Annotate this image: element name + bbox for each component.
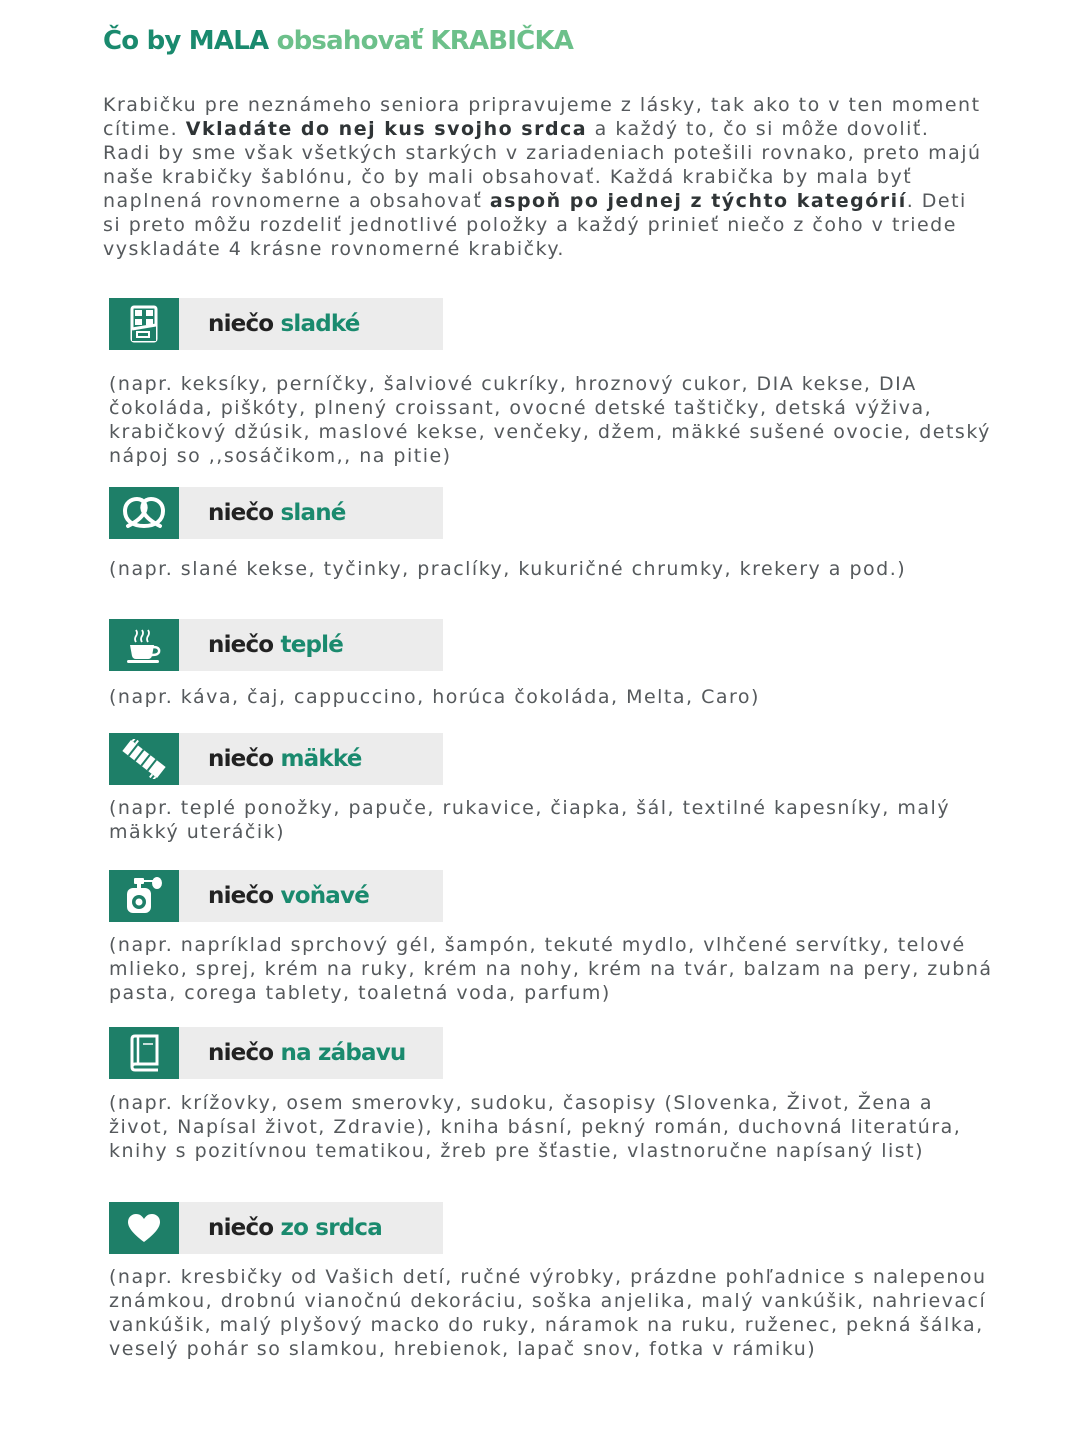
title-part-1: Čo by MALA [103, 26, 269, 56]
category-header-heart [109, 1202, 443, 1254]
category-header-soft [109, 733, 443, 785]
category-header-sweet [109, 298, 443, 350]
category-label-soft: niečo mäkké [208, 746, 362, 772]
category-desc-soft: (napr. teplé ponožky, papuče, rukavice, čiapka, šál, textilné kapesníky, malý mäkký uteráčik) [109, 797, 951, 843]
category-label-fragrant: niečo voňavé [208, 883, 369, 909]
intro-bold-2: aspoň po jednej z týchto kategórií [489, 190, 907, 212]
heart-icon [109, 1202, 179, 1254]
title-part-2: obsahovať KRABIČKA [276, 26, 574, 56]
intro-text-3: . Deti si preto môžu rozdeliť jednotlivé položky a každý prinieť niečo z čoho v triede vyskladáte 4 krásne rovnomerné krabičky. [103, 190, 967, 260]
category-desc-salty: (napr. slané kekse, tyčinky, praclíky, kukuričné chrumky, krekery a pod.) [109, 558, 907, 580]
intro-text-1: Krabičku pre neznámeho seniora pripravujeme z lásky, tak ako to v ten moment cítime. [103, 94, 981, 140]
chocolate-icon [109, 298, 179, 350]
category-desc-warm: (napr. káva, čaj, cappuccino, horúca čokoláda, Melta, Caro) [109, 686, 760, 708]
category-desc-heart: (napr. kresbičky od Vašich detí, ručné výrobky, prázdne pohľadnice s nalepenou známkou, drobnú vianočnú dekoráciu, soška anjelika, malý vankúšik, nahrievací vankúšik, malý plyšový macko do ruky, náramok na ruku, ruženec, pekná šálka, veselý pohár so slamkou, hrebienok, lapač snov, fotka v rámiku) [109, 1266, 987, 1360]
scarf-icon [109, 733, 179, 785]
book-icon [109, 1027, 179, 1079]
perfume-icon [109, 870, 179, 922]
intro-bold-1: Vkladáte do nej kus svojho srdca [185, 118, 588, 140]
category-label-salty: niečo slané [208, 500, 346, 526]
category-desc-fun: (napr. krížovky, osem smerovky, sudoku, časopisy (Slovenka, Život, Žena a život, Napísal život, Zdravie), kniha básní, pekný román, duchovná literatúra, knihy s pozitívnou tematikou, žreb pre šťastie, vlastnoručne napísaný list) [109, 1092, 962, 1162]
category-header-salty [109, 487, 443, 539]
category-label-heart: niečo zo srdca [208, 1215, 382, 1241]
pretzel-icon [109, 487, 179, 539]
category-desc-fragrant: (napr. napríklad sprchový gél, šampón, tekuté mydlo, vlhčené servítky, telové mlieko, sprej, krém na ruky, krém na nohy, krém na tvár, balzam na pery, zubná pasta, corega tablety, toaletná voda, parfum) [109, 934, 993, 1004]
hot-cup-icon [109, 619, 179, 671]
intro-paragraph [103, 93, 983, 261]
category-label-fun: niečo na zábavu [208, 1040, 406, 1066]
page-title [103, 26, 573, 56]
category-header-fragrant [109, 870, 443, 922]
category-header-fun [109, 1027, 443, 1079]
category-label-warm: niečo teplé [208, 632, 344, 658]
category-label-sweet: niečo sladké [208, 311, 360, 337]
intro-text-2: a každý to, čo si môže dovoliť. Radi by sme však všetkých starkých v zariadeniach potešili rovnako, preto majú naše krabičky šablónu, čo by mali obsahovať. Každá krabička by mala byť naplnená rovnomerne a obsahovať [103, 118, 982, 212]
category-header-warm [109, 619, 443, 671]
category-desc-sweet: (napr. keksíky, perníčky, šalviové cukríky, hroznový cukor, DIA kekse, DIA čokoláda, piškóty, plnený croissant, ovocné detské taštičky, detská výživa, krabičkový džúsik, maslové kekse, venčeky, džem, mäkké sušené ovocie, detský nápoj so ,,sosáčikom,, na pitie) [109, 373, 991, 467]
